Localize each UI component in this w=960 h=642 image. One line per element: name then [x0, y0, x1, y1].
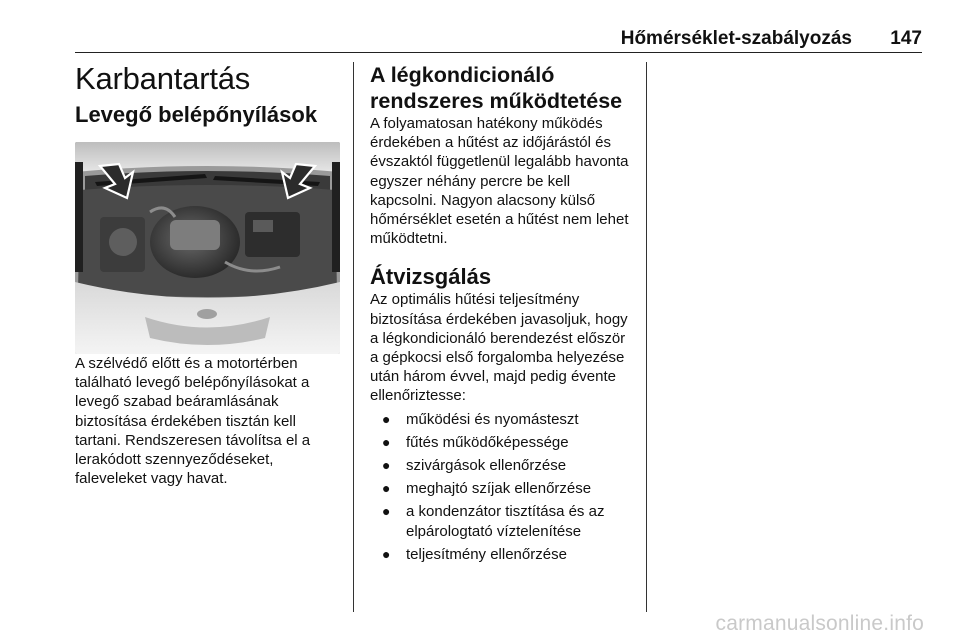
list-item-text: a kondenzátor tisztítása és az elpárologtató víztelenítése [406, 503, 605, 540]
list-item [370, 456, 632, 475]
list-item [370, 410, 632, 429]
engine-bay-illustration [75, 142, 340, 354]
list-item-text: szivárgások ellenőrzése [406, 457, 567, 475]
bullet-icon: ● [382, 480, 391, 497]
ac-operation-heading: A légkondicionáló rendszeres működtetése [370, 63, 623, 113]
page-number: 147 [890, 28, 922, 49]
bullet-icon: ● [382, 503, 391, 520]
section-title: Karbantartás [75, 61, 251, 96]
inspection-paragraph: Az optimális hűtési teljesítmény biztosítása érdekében javasoljuk, hogy a légkondicionáló berendezést először a gépkocsi első forgalomba helyezése után három évvel, majd pedig évente ellenőriztesse: [370, 291, 628, 405]
list-item-text: fűtés működőképessége [406, 433, 569, 451]
list-item [370, 433, 632, 452]
bullet-icon: ● [382, 410, 391, 427]
bullet-icon: ● [382, 457, 391, 474]
list-item-text: teljesítmény ellenőrzése [406, 545, 567, 563]
inspection-heading: Átvizsgálás [370, 264, 492, 290]
air-inlets-paragraph: A szélvédő előtt és a motortérben található levegő belépőnyílásokat a levegő szabad beáramlásának biztosítása érdekében tisztán kell tartani. Rendszeresen távolítsa el a lerakódott szennyeződéseket, faleveleket vagy havat. [75, 355, 311, 488]
subsection-title: Levegő belépőnyílások [75, 102, 318, 127]
engine-bay-svg [75, 142, 340, 354]
list-item [370, 545, 632, 564]
list-item [370, 479, 632, 498]
left-column [75, 62, 340, 488]
ac-operation-paragraph: A folyamatosan hatékony működés érdekében a hűtést az időjárástól és évszaktól függetlenül legalább havonta egyszer néhány percre be kell kapcsolni. Nagyon alacsony külső hőmérséklet esetén a hűtést nem lehet működtetni. [370, 115, 629, 248]
list-item [370, 502, 632, 540]
column-divider [353, 62, 354, 612]
watermark: carmanualsonline.info [715, 612, 924, 635]
header-title: Hőmérséklet-szabályozás [620, 28, 852, 49]
page-header [75, 28, 922, 53]
bullet-icon: ● [382, 545, 391, 562]
list-item-text: működési és nyomásteszt [406, 410, 579, 428]
right-column [370, 62, 632, 564]
bullet-icon: ● [382, 433, 391, 450]
inspection-checklist [370, 410, 632, 564]
list-item-text: meghajtó szíjak ellenőrzése [406, 480, 592, 498]
column-divider-right [646, 62, 647, 612]
